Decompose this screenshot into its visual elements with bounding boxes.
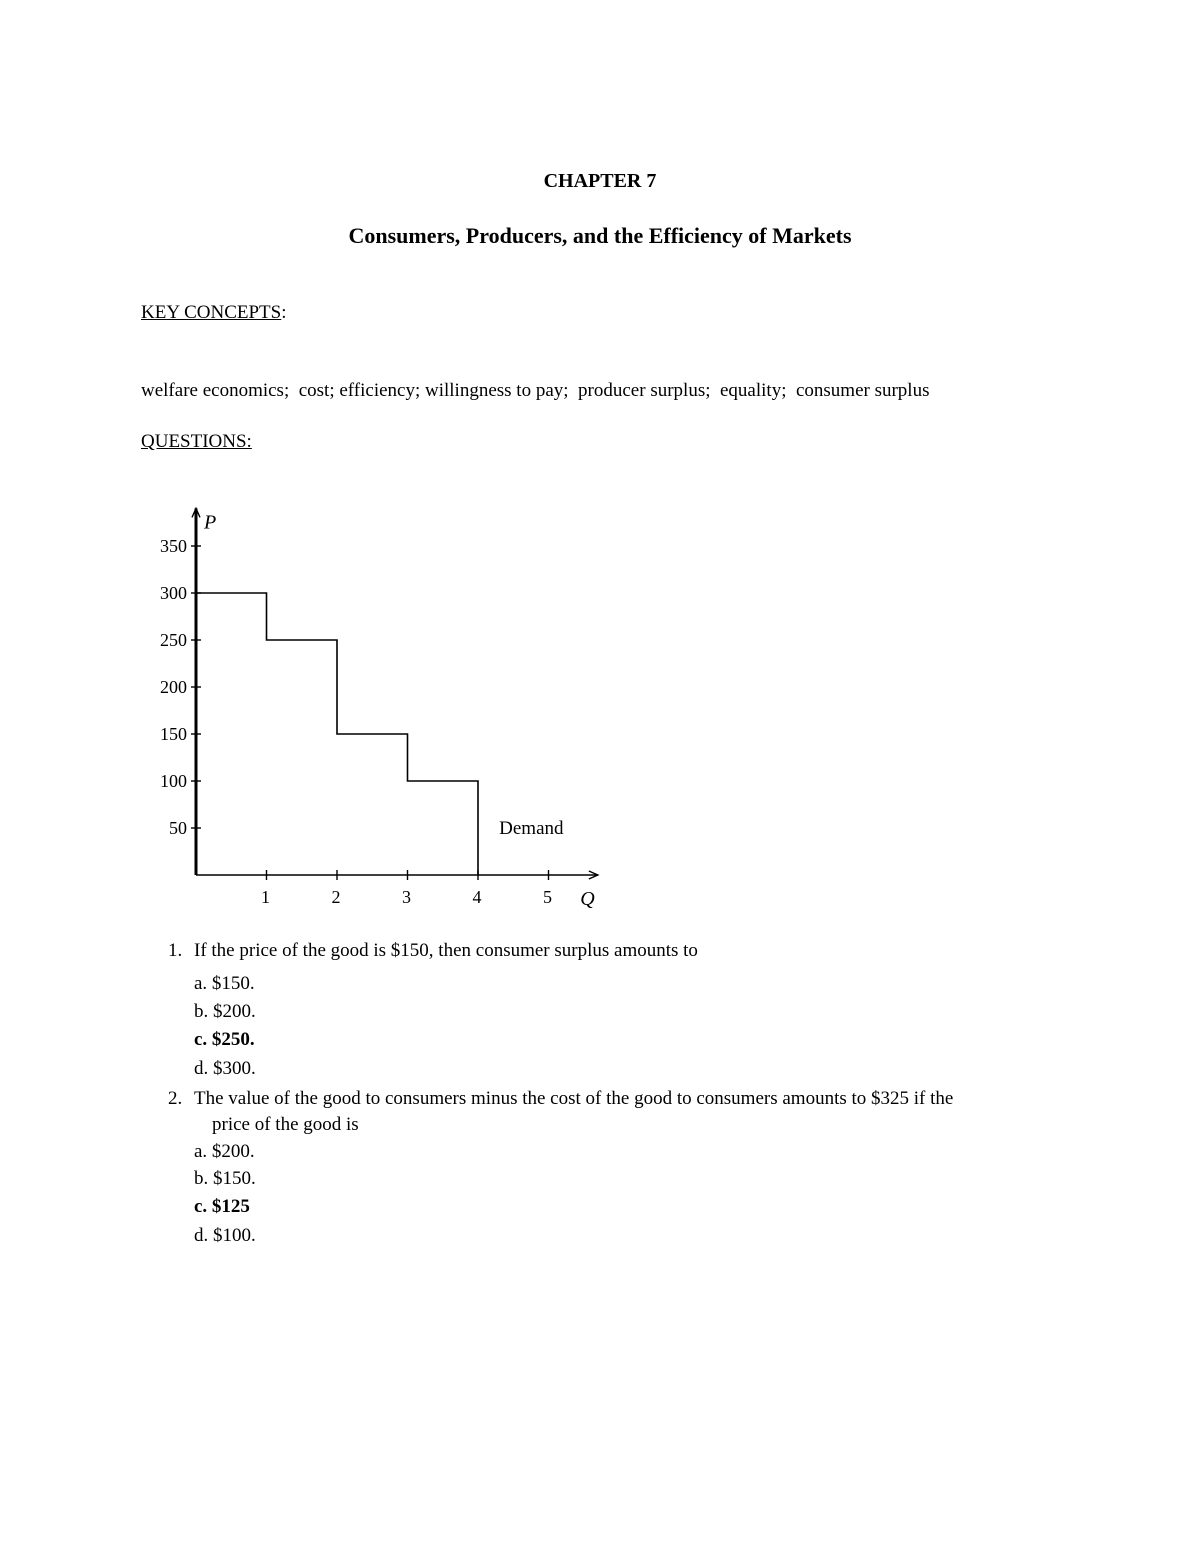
y-tick-label-150: 150	[160, 724, 187, 744]
question-2-option-d: d. $100.	[194, 1225, 256, 1246]
question-1-stem: If the price of the good is $150, then consumer surplus amounts to	[194, 940, 698, 961]
question-2-number: 2.	[168, 1088, 183, 1109]
key-concepts-heading	[141, 302, 287, 324]
question-1-number: 1.	[168, 940, 183, 961]
chart-series	[196, 593, 478, 875]
chapter-title: Consumers, Producers, and the Efficiency of Markets	[348, 223, 852, 248]
demand-step-chart	[140, 500, 610, 920]
question-1-option-d: d. $300.	[194, 1058, 256, 1079]
question-2-stem-continued	[168, 1112, 359, 1138]
key-concepts-colon: :	[281, 302, 287, 323]
question-2	[168, 1086, 1074, 1112]
questions-heading-label: QUESTIONS:	[141, 431, 252, 452]
question-1-option-a: a. $150.	[194, 973, 255, 994]
question-2-option-a: a. $200.	[194, 1141, 255, 1162]
y-tick-label-250: 250	[160, 630, 187, 650]
x-tick-label-1: 1	[261, 887, 270, 907]
y-tick-label-100: 100	[160, 771, 187, 791]
y-tick-label-200: 200	[160, 677, 187, 697]
question-1-option-b: b. $200.	[194, 1001, 256, 1022]
key-concepts-list: welfare economics; cost; efficiency; willingness to pay; producer surplus; equality; consumer surplus	[141, 380, 930, 401]
question-1-option-c: c. $250.	[194, 1029, 255, 1050]
x-axis-label: Q	[580, 888, 595, 910]
demand-annotation: Demand	[499, 818, 564, 839]
question-2-option-b: b. $150.	[194, 1168, 256, 1189]
question-2-stem-cont-text: price of the good is	[212, 1114, 359, 1135]
x-tick-label-3: 3	[402, 887, 411, 907]
question-2-option-c: c. $125	[194, 1196, 250, 1217]
x-tick-label-2: 2	[331, 887, 341, 907]
x-tick-label-4: 4	[472, 887, 482, 907]
chapter-number: CHAPTER 7	[543, 170, 657, 192]
y-tick-label-350: 350	[160, 536, 187, 556]
question-1	[168, 938, 1074, 964]
key-concepts-label: KEY CONCEPTS	[141, 302, 282, 323]
y-tick-label-300: 300	[160, 583, 187, 603]
question-2-stem: The value of the good to consumers minus the cost of the good to consumers amounts to $325 if the	[194, 1088, 954, 1109]
questions-heading	[141, 431, 252, 453]
x-tick-label-5: 5	[543, 887, 552, 907]
y-axis-label: P	[204, 511, 217, 534]
demand-curve	[196, 593, 478, 875]
y-tick-label-50: 50	[169, 818, 187, 838]
